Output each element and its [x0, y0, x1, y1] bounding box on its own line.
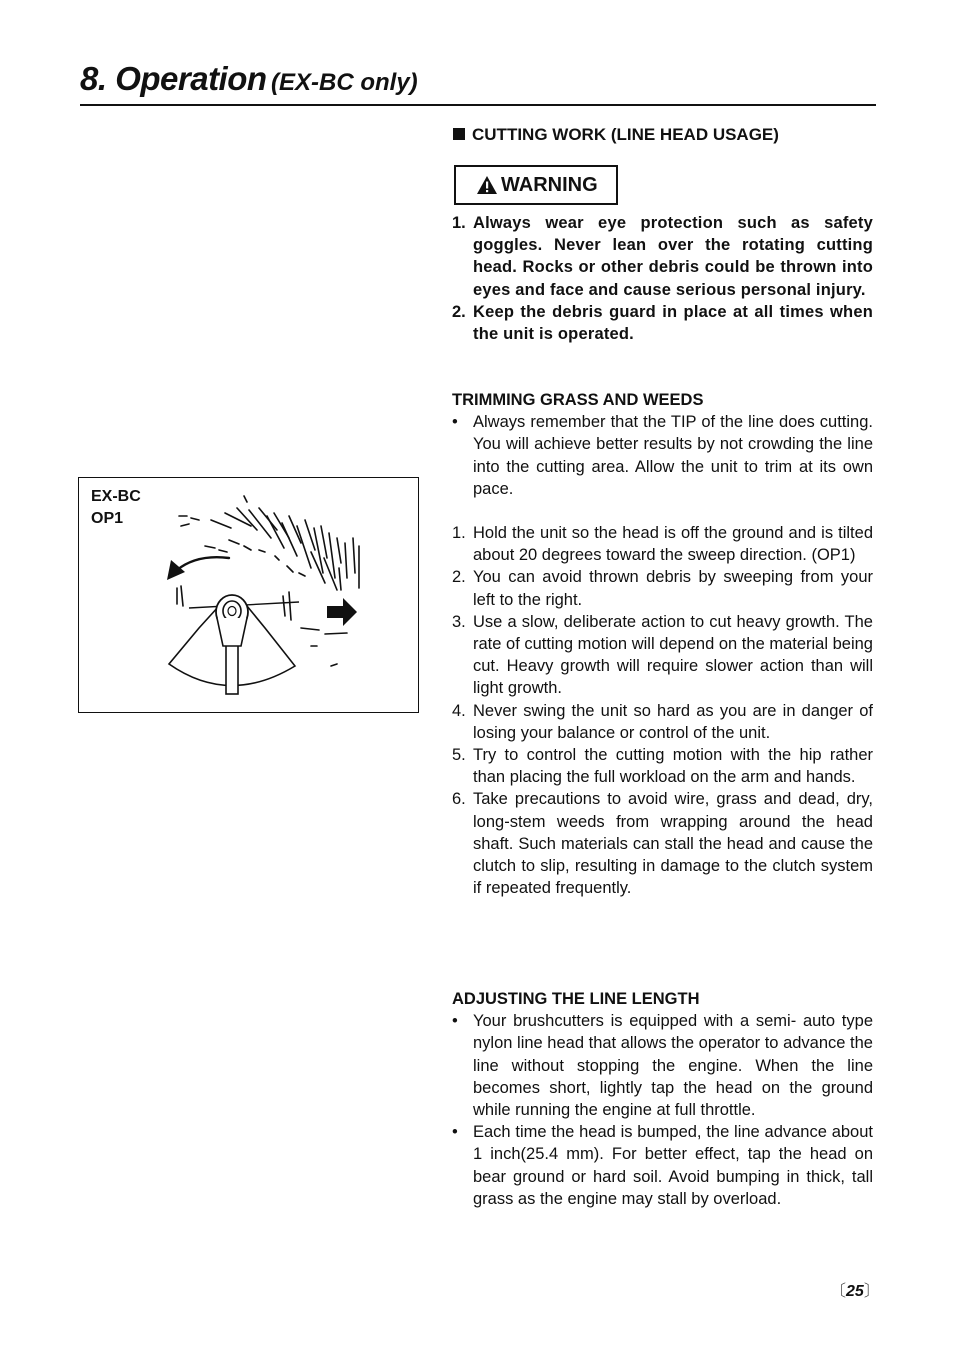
item-text: Always wear eye protection such as safety goggles. Never lean over the rotating cutting head. Rocks or other debris could be thrown into eyes and face and cause serious personal injury.: [473, 214, 873, 299]
warning-label: WARNING: [501, 173, 598, 196]
item-number: 4.: [452, 701, 466, 720]
page-bracket-close: 〕: [863, 1283, 880, 1300]
item-number: 5.: [452, 746, 466, 765]
item-text: Always remember that the TIP of the line does cutting. You will achieve better results by not crowding the line into the cutting area. Allow the unit to trim at its own pace.: [473, 413, 873, 498]
item-text: Use a slow, deliberate action to cut heavy growth. The rate of cutting motion will depend on the material being cut. Heavy growth will require slower action than will light growth.: [473, 612, 873, 698]
trimming-section: [452, 389, 873, 899]
figure-id-label: OP1: [91, 510, 124, 527]
section-heading: [453, 125, 779, 145]
list-item: [452, 522, 873, 566]
title-subtitle: (EX-BC only): [271, 69, 418, 96]
page-title: [80, 60, 876, 106]
item-number: 2.: [452, 568, 466, 587]
list-item: [452, 611, 873, 700]
list-item: [452, 744, 873, 788]
list-item: [452, 301, 873, 345]
trimmer-illustration: [79, 478, 420, 714]
list-item: [452, 566, 873, 610]
section-title-text: CUTTING WORK (LINE HEAD USAGE): [472, 125, 779, 144]
adjusting-heading: ADJUSTING THE LINE LENGTH: [452, 990, 700, 1008]
figure-op1: [78, 477, 419, 713]
item-number: 1.: [452, 214, 466, 232]
figure-model-label: EX-BC: [91, 488, 141, 505]
item-number: 1.: [452, 524, 466, 543]
bullet-icon: •: [452, 1123, 458, 1142]
warning-box: [454, 165, 618, 205]
page-number-value: 25: [846, 1283, 864, 1300]
bullet-icon: •: [452, 1012, 458, 1031]
item-text: Keep the debris guard in place at all times when the unit is operated.: [473, 302, 873, 344]
item-text: Each time the head is bumped, the line advance about 1 inch(25.4 mm). For better effect, tap the head on bear ground or hard soil. Avoid bumping in thick, tall grass as the engine may stall by overload.: [473, 1123, 873, 1208]
bullet-icon: •: [452, 413, 458, 432]
item-number: 6.: [452, 790, 466, 809]
trimming-heading: TRIMMING GRASS AND WEEDS: [452, 391, 704, 409]
item-number: 2.: [452, 302, 466, 321]
warning-triangle-icon: [476, 175, 498, 195]
adjusting-section: [452, 988, 873, 1210]
item-number: 3.: [452, 612, 466, 631]
page-bracket-open: 〔: [830, 1283, 847, 1300]
square-bullet-icon: [453, 128, 465, 140]
list-item: [452, 788, 873, 899]
list-item: [452, 700, 873, 744]
item-text: You can avoid thrown debris by sweeping from your left to the right.: [473, 568, 873, 609]
list-item: [452, 1121, 873, 1210]
list-item: [452, 1010, 873, 1121]
item-text: Hold the unit so the head is off the ground and is tilted about 20 degrees toward the sweep direction. (OP1): [473, 524, 873, 565]
title-main: 8. Operation: [80, 60, 267, 97]
item-text: Take precautions to avoid wire, grass and dead, dry, long-stem weeds from wrapping around the head shaft. Such materials can stall the head and cause the clutch to slip, resulting in damage to the clutch system if repeated frequently.: [473, 790, 873, 898]
warning-list: [452, 212, 873, 345]
item-text: Never swing the unit so hard as you are in danger of losing your balance or control of the unit.: [473, 701, 873, 742]
item-text: Try to control the cutting motion with the hip rather than placing the full workload on the arm and hands.: [473, 746, 873, 787]
item-text: Your brushcutters is equipped with a semi- auto type nylon line head that allows the operator to advance the line without stopping the engine. When the line becomes short, lightly tap the head on the ground while running the engine at full throttle.: [473, 1012, 873, 1120]
page-number: [830, 1278, 880, 1301]
list-item: [452, 411, 873, 500]
list-item: [452, 212, 873, 301]
